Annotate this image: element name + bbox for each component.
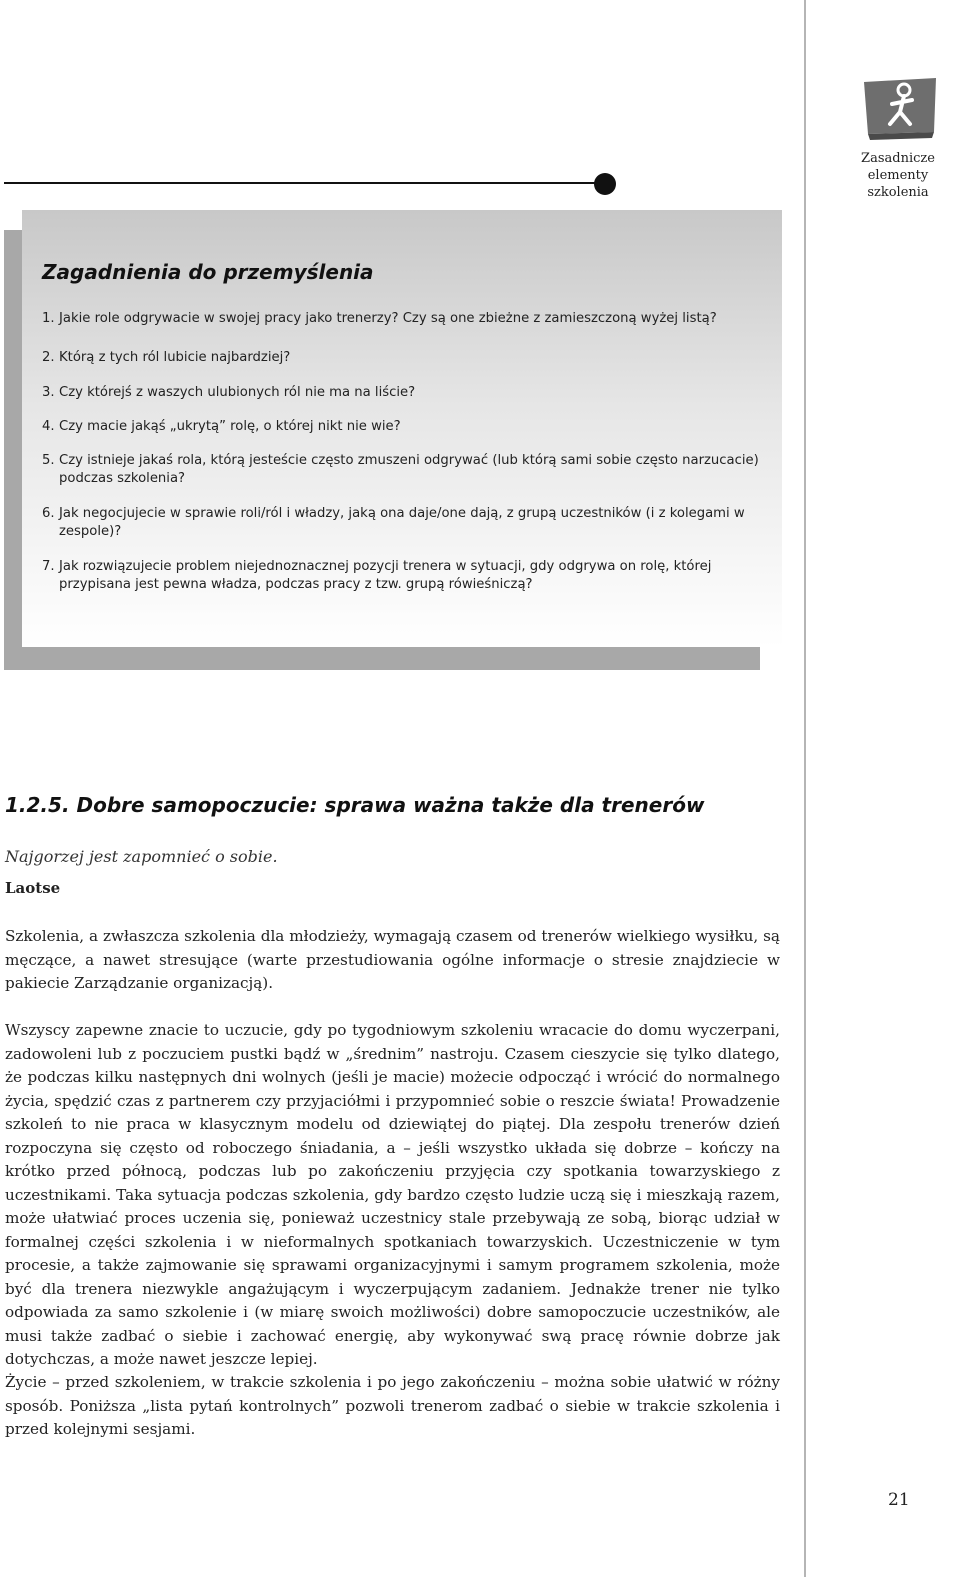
section-rule	[4, 182, 600, 184]
section-rule-dot	[594, 173, 616, 195]
question-item	[42, 452, 762, 488]
question-number: 1.	[42, 311, 55, 326]
epigraph-quote: Najgorzej jest zapomnieć o sobie.	[5, 847, 278, 866]
epigraph-author: Laotse	[5, 879, 61, 897]
question-text: Czy którejś z waszych ulubionych ról nie ma na liście?	[59, 385, 416, 400]
box-title: Zagadnienia do przemyślenia	[42, 260, 374, 284]
question-text: Czy istnieje jakaś rola, którą jesteście często zmuszeni odgrywać (lub którą sami sobie często narzucacie) podczas szkolenia?	[59, 453, 759, 486]
question-item	[42, 349, 762, 367]
question-number: 3.	[42, 385, 55, 400]
body-paragraph: Życie – przed szkoleniem, w trakcie szkolenia i po jego zakończeniu – można sobie ułatwić w różny sposób. Poniższa „lista pytań kontrolnych” pozwoli trenerom zadbać o siebie w trakcie szkolenia i przed kolejnymi sesjami.	[5, 1373, 780, 1438]
question-item	[42, 558, 762, 594]
running-head	[836, 150, 960, 201]
section-heading: 1.2.5. Dobre samopoczucie: sprawa ważna także dla trenerów	[5, 793, 705, 817]
question-number: 7.	[42, 559, 55, 574]
question-text: Jakie role odgrywacie w swojej pracy jako trenerzy? Czy są one zbieżne z zamieszczoną wyżej listą?	[59, 311, 717, 326]
figure-on-flag-icon	[860, 76, 940, 142]
question-number: 6.	[42, 506, 55, 521]
question-text: Czy macie jakąś „ukrytą” rolę, o której nikt nie wie?	[59, 419, 401, 434]
question-text: Jak rozwiązujecie problem niejednoznacznej pozycji trenera w sytuacji, gdy odgrywa on rolę, której przypisana jest pewna władza, podczas pracy z tzw. grupą rówieśniczą?	[59, 559, 712, 592]
running-head-line: Zasadnicze	[861, 151, 935, 166]
body-paragraph: Szkolenia, a zwłaszcza szkolenia dla młodzieży, wymagają czasem od trenerów wielkiego wysiłku, są męczące, a nawet stresujące (warte przestudiowania ogólne informacje o stresie znajdziecie w pakiecie Zarządzanie organizacją).	[5, 927, 780, 992]
question-number: 4.	[42, 419, 55, 434]
question-number: 5.	[42, 453, 55, 468]
question-item	[42, 418, 762, 436]
question-item	[42, 310, 762, 328]
question-item	[42, 384, 762, 402]
body-paragraph: Wszyscy zapewne znacie to uczucie, gdy po tygodniowym szkoleniu wracacie do domu wyczerpani, zadowoleni lub z poczuciem pustki bądź w „średnim” nastroju. Czasem cieszycie się tylko dlatego, że podczas kilku następnych dni wolnych (jeśli je macie) możecie odpocząć i wrócić do normalnego życia, spędzić czas z partnerem czy przyjaciółmi i przypomnieć sobie o reszcie świata! Prowadzenie szkoleń to nie praca w klasycznym modelu od dziewiątej do piątej. Dla zespołu trenerów dzień rozpoczyna się często od roboczego śniadania, a – jeśli wszystko układa się dobrze – kończy na krótko przed północą, podczas lub po zakończeniu przyjęcia czy spotkania towarzyskiego z uczestnikami. Taka sytuacja podczas szkolenia, gdy bardzo często ludzie uczą się i mieszkają razem, może ułatwiać proces uczenia się, ponieważ uczestnicy stale przebywają ze sobą, biorąc udział w formalnej części szkolenia i w nieformalnych spotkaniach towarzyskich. Uczestniczenie w tym procesie, a także zajmowanie się sprawami organizacyjnymi i samym programem szkolenia, może być dla trenera niezwykle angażującym i wyczerpującym zadaniem. Jednakże trener nie tylko odpowiada za samo szkolenie i (w miarę swoich możliwości) dobre samopoczucie uczestników, ale musi także zadbać o siebie i zachować energię, aby wykonywać swą pracę równie dobrze jak dotychczas, a może nawet jeszcze lepiej.	[5, 1021, 780, 1368]
question-item	[42, 505, 762, 541]
running-head-line: elementy szkolenia	[867, 168, 929, 200]
page-number: 21	[888, 1490, 910, 1510]
margin-divider	[804, 0, 806, 1577]
question-list	[42, 310, 762, 594]
question-text: Którą z tych ról lubicie najbardziej?	[59, 350, 291, 365]
question-text: Jak negocjujecie w sprawie roli/ról i władzy, jaką ona daje/one dają, z grupą uczestników (i z kolegami w zespole)?	[59, 506, 745, 539]
question-number: 2.	[42, 350, 55, 365]
